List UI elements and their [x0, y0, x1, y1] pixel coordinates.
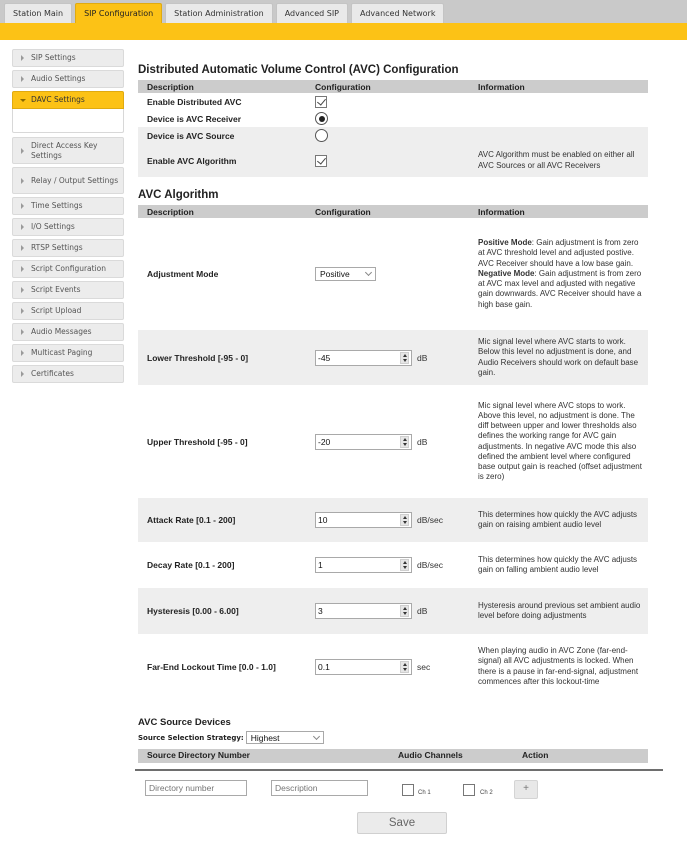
row-control [306, 542, 469, 588]
caret-right-icon [21, 350, 24, 356]
source-strategy-row [138, 731, 678, 744]
sidebar-item-script-upload[interactable] [12, 302, 124, 320]
source-strategy-select[interactable] [246, 731, 324, 744]
far-end-lockout-input[interactable] [315, 659, 412, 675]
caret-right-icon [21, 329, 24, 335]
row-label: Attack Rate [0.1 - 200] [138, 498, 306, 542]
spinner-icon[interactable] [400, 559, 409, 571]
sidebar-item-audio-settings[interactable] [12, 70, 124, 88]
unit-label: dB/sec [417, 515, 443, 525]
row-info: Mic signal level where AVC stops to work. Above this level, no adjustment is done. The diff between upper and lower thresholds also defines the working range for AVC gain adjustments. In negative AVC mode this also defined the ambient level where configured base output gain is reached (offset adjustment is zero) [478, 400, 642, 482]
sidebar-item-label: Time Settings [31, 201, 83, 210]
sidebar-item-multicast-paging[interactable] [12, 344, 124, 362]
input-value: 3 [318, 606, 323, 616]
caret-right-icon [21, 55, 24, 61]
sidebar-item-io-settings[interactable] [12, 218, 124, 236]
row-control [306, 498, 469, 542]
ch1-label: Ch 1 [418, 790, 431, 796]
caret-right-icon [21, 266, 24, 272]
column-header-configuration: Configuration [306, 80, 469, 93]
column-header-action: Action [522, 750, 549, 760]
row-label: Far-End Lockout Time [0.0 - 1.0] [147, 661, 276, 672]
caret-right-icon [21, 287, 24, 293]
column-header-description: Description [138, 205, 306, 218]
row-control [306, 634, 469, 699]
row-info [469, 218, 648, 330]
caret-right-icon [21, 203, 24, 209]
sidebar-item-davc-settings[interactable] [12, 91, 124, 109]
row-label: Lower Threshold [-95 - 0] [138, 330, 306, 385]
sidebar-item-certificates[interactable] [12, 365, 124, 383]
row-info: When playing audio in AVC Zone (far-end-signal) all AVC adjustments is locked. When there is a pause in far-end-signal, adjustment commences after this lockout-time [478, 646, 639, 686]
row-control [306, 385, 469, 498]
table-row [138, 127, 648, 144]
caret-right-icon [21, 245, 24, 251]
top-tab-bar [0, 0, 687, 24]
row-control [306, 330, 469, 385]
sidebar-item-label: Multicast Paging [31, 348, 93, 357]
sidebar-item-label: Certificates [31, 369, 74, 378]
accent-bar [0, 23, 687, 40]
sidebar-item-label: Relay / Output Settings [31, 175, 119, 185]
row-label: Device is AVC Source [138, 127, 306, 144]
negative-mode-title: Negative Mode [478, 268, 535, 278]
row-control [306, 218, 469, 330]
row-control [306, 588, 469, 634]
source-add-row [138, 771, 678, 807]
row-info [469, 127, 648, 144]
description-input[interactable] [271, 780, 368, 796]
sidebar-item-time-settings[interactable] [12, 197, 124, 215]
sidebar-item-label: Script Upload [31, 306, 82, 315]
enable-distributed-avc-checkbox[interactable] [315, 96, 327, 108]
caret-down-icon [20, 99, 26, 102]
caret-right-icon [21, 224, 24, 230]
row-control [306, 110, 469, 127]
sidebar-item-relay-output-settings[interactable] [12, 167, 124, 194]
avc-source-radio[interactable] [315, 129, 328, 142]
input-value: -45 [318, 352, 331, 363]
positive-mode-info: : Gain adjustment is from zero at AVC threshold level and adjusted postive. AVC Receiver should have a low base gain. [478, 238, 639, 268]
chevron-down-icon [313, 732, 320, 739]
sidebar-item-audio-messages[interactable] [12, 323, 124, 341]
upper-threshold-input[interactable] [315, 434, 412, 450]
sidebar-item-label: Script Configuration [31, 264, 106, 273]
table-row [138, 218, 648, 330]
sidebar-item-rtsp-settings[interactable] [12, 239, 124, 257]
caret-right-icon [21, 148, 24, 154]
table-row [138, 93, 648, 110]
input-value: 10 [318, 515, 328, 525]
tab-list [4, 3, 444, 24]
row-label: Decay Rate [0.1 - 200] [147, 560, 235, 570]
column-header-channels: Audio Channels [398, 750, 463, 760]
column-header-directory: Source Directory Number [147, 750, 250, 760]
row-label: Hysteresis [0.00 - 6.00] [138, 588, 306, 634]
spinner-icon[interactable] [400, 661, 409, 673]
negative-mode-info: : Gain adjustment is from zero at AVC max level and adjusted with negative gain downwards. AVC Receiver should have a high base gain. [478, 268, 642, 309]
adjustment-mode-value: Positive [320, 269, 350, 279]
hysteresis-input[interactable] [315, 603, 412, 619]
table-row [138, 634, 648, 699]
source-strategy-value: Highest [250, 732, 280, 743]
sidebar-item-script-configuration[interactable] [12, 260, 124, 278]
unit-label: sec [417, 661, 431, 672]
row-info: Hysteresis around previous set ambient audio level before doing adjustments [469, 588, 648, 634]
decay-rate-input[interactable] [315, 557, 412, 573]
row-info: AVC Algorithm must be enabled on either all AVC Sources or all AVC Receivers [469, 144, 648, 177]
algorithm-table [138, 205, 648, 699]
table-header-row [138, 80, 648, 93]
column-header-configuration: Configuration [306, 205, 469, 218]
davc-settings-panel [12, 109, 124, 133]
avc-receiver-radio[interactable] [315, 112, 328, 125]
row-control [306, 144, 469, 177]
sidebar-item-label: I/O Settings [31, 222, 75, 231]
sidebar-item-label: RTSP Settings [31, 243, 83, 252]
tab-sip-configuration[interactable]: SIP Configuration [75, 3, 162, 24]
source-strategy-label: Source Selection Strategy: [138, 733, 244, 742]
input-value: 1 [318, 560, 323, 570]
row-info [469, 110, 648, 127]
table-row [138, 110, 648, 127]
tab-advanced-sip[interactable]: Advanced SIP [276, 3, 348, 24]
source-devices-title: AVC Source Devices [138, 717, 231, 728]
column-header-information: Information [469, 80, 648, 93]
chevron-down-icon [365, 269, 372, 276]
spinner-icon[interactable] [400, 605, 409, 617]
directory-number-input[interactable] [145, 780, 247, 796]
sidebar-item-label: Script Events [31, 285, 81, 294]
attack-rate-input[interactable] [315, 512, 412, 528]
save-button[interactable]: Save [357, 812, 447, 834]
save-row [138, 807, 678, 837]
row-info: This determines how quickly the AVC adjusts gain on raising ambient audio level [469, 498, 648, 542]
unit-label: dB [417, 606, 428, 616]
row-label: Enable AVC Algorithm [138, 144, 306, 177]
davc-table [138, 80, 648, 177]
tab-station-main[interactable]: Station Main [4, 3, 72, 24]
table-row [138, 330, 648, 385]
adjustment-mode-select[interactable] [315, 267, 376, 281]
unit-label: dB/sec [417, 560, 443, 570]
row-info: Mic signal level where AVC starts to work. Below this level no adjustment is done, and Audio Receivers should work on default base gain. [469, 330, 648, 385]
caret-right-icon [21, 178, 24, 184]
column-header-description: Description [138, 80, 306, 93]
sidebar-item-label: Audio Messages [31, 327, 92, 336]
table-row [138, 542, 648, 588]
unit-label: dB [417, 436, 428, 447]
column-header-information: Information [469, 205, 648, 218]
input-value: 0.1 [318, 661, 330, 672]
table-row [138, 385, 648, 498]
sidebar-item-label: SIP Settings [31, 53, 76, 62]
ch1-checkbox[interactable] [402, 784, 414, 796]
sidebar-item-script-events[interactable] [12, 281, 124, 299]
add-source-button[interactable]: + [514, 780, 538, 799]
input-value: -20 [318, 436, 331, 447]
sidebar-item-direct-access-key-settings[interactable] [12, 137, 124, 164]
enable-avc-algorithm-checkbox[interactable] [315, 155, 327, 167]
spinner-icon[interactable] [400, 514, 409, 526]
spinner-icon[interactable] [400, 352, 409, 364]
main-content [138, 62, 678, 837]
tab-station-administration[interactable]: Station Administration [165, 3, 273, 24]
algorithm-section-title: AVC Algorithm [138, 189, 219, 201]
ch2-label: Ch 2 [480, 790, 493, 796]
row-label: Adjustment Mode [147, 269, 219, 279]
caret-right-icon [21, 76, 24, 82]
row-info: This determines how quickly the AVC adjusts gain on falling ambient audio level [478, 554, 638, 574]
spinner-icon[interactable] [400, 436, 409, 448]
table-row [138, 498, 648, 542]
sidebar-item-label: Direct Access Key Settings [31, 140, 98, 160]
sidebar [12, 49, 124, 386]
positive-mode-title: Positive Mode [478, 238, 532, 248]
row-label: Device is AVC Receiver [147, 113, 242, 124]
caret-right-icon [21, 371, 24, 377]
caret-right-icon [21, 308, 24, 314]
sidebar-item-sip-settings[interactable] [12, 49, 124, 67]
lower-threshold-input[interactable] [315, 350, 412, 366]
tab-advanced-network[interactable]: Advanced Network [351, 3, 444, 24]
table-row [138, 144, 648, 177]
source-table-header [138, 749, 648, 763]
row-label: Upper Threshold [-95 - 0] [147, 436, 248, 447]
row-label: Enable Distributed AVC [147, 96, 242, 107]
table-row [138, 588, 648, 634]
davc-section-title: Distributed Automatic Volume Control (AVC) Configuration [138, 64, 459, 76]
sidebar-item-label: Audio Settings [31, 74, 86, 83]
row-control [306, 93, 469, 110]
sidebar-item-label: DAVC Settings [31, 95, 85, 104]
row-info [469, 93, 648, 110]
table-header-row [138, 205, 648, 218]
row-control [306, 127, 469, 144]
unit-label: dB [417, 352, 428, 363]
ch2-checkbox[interactable] [463, 784, 475, 796]
